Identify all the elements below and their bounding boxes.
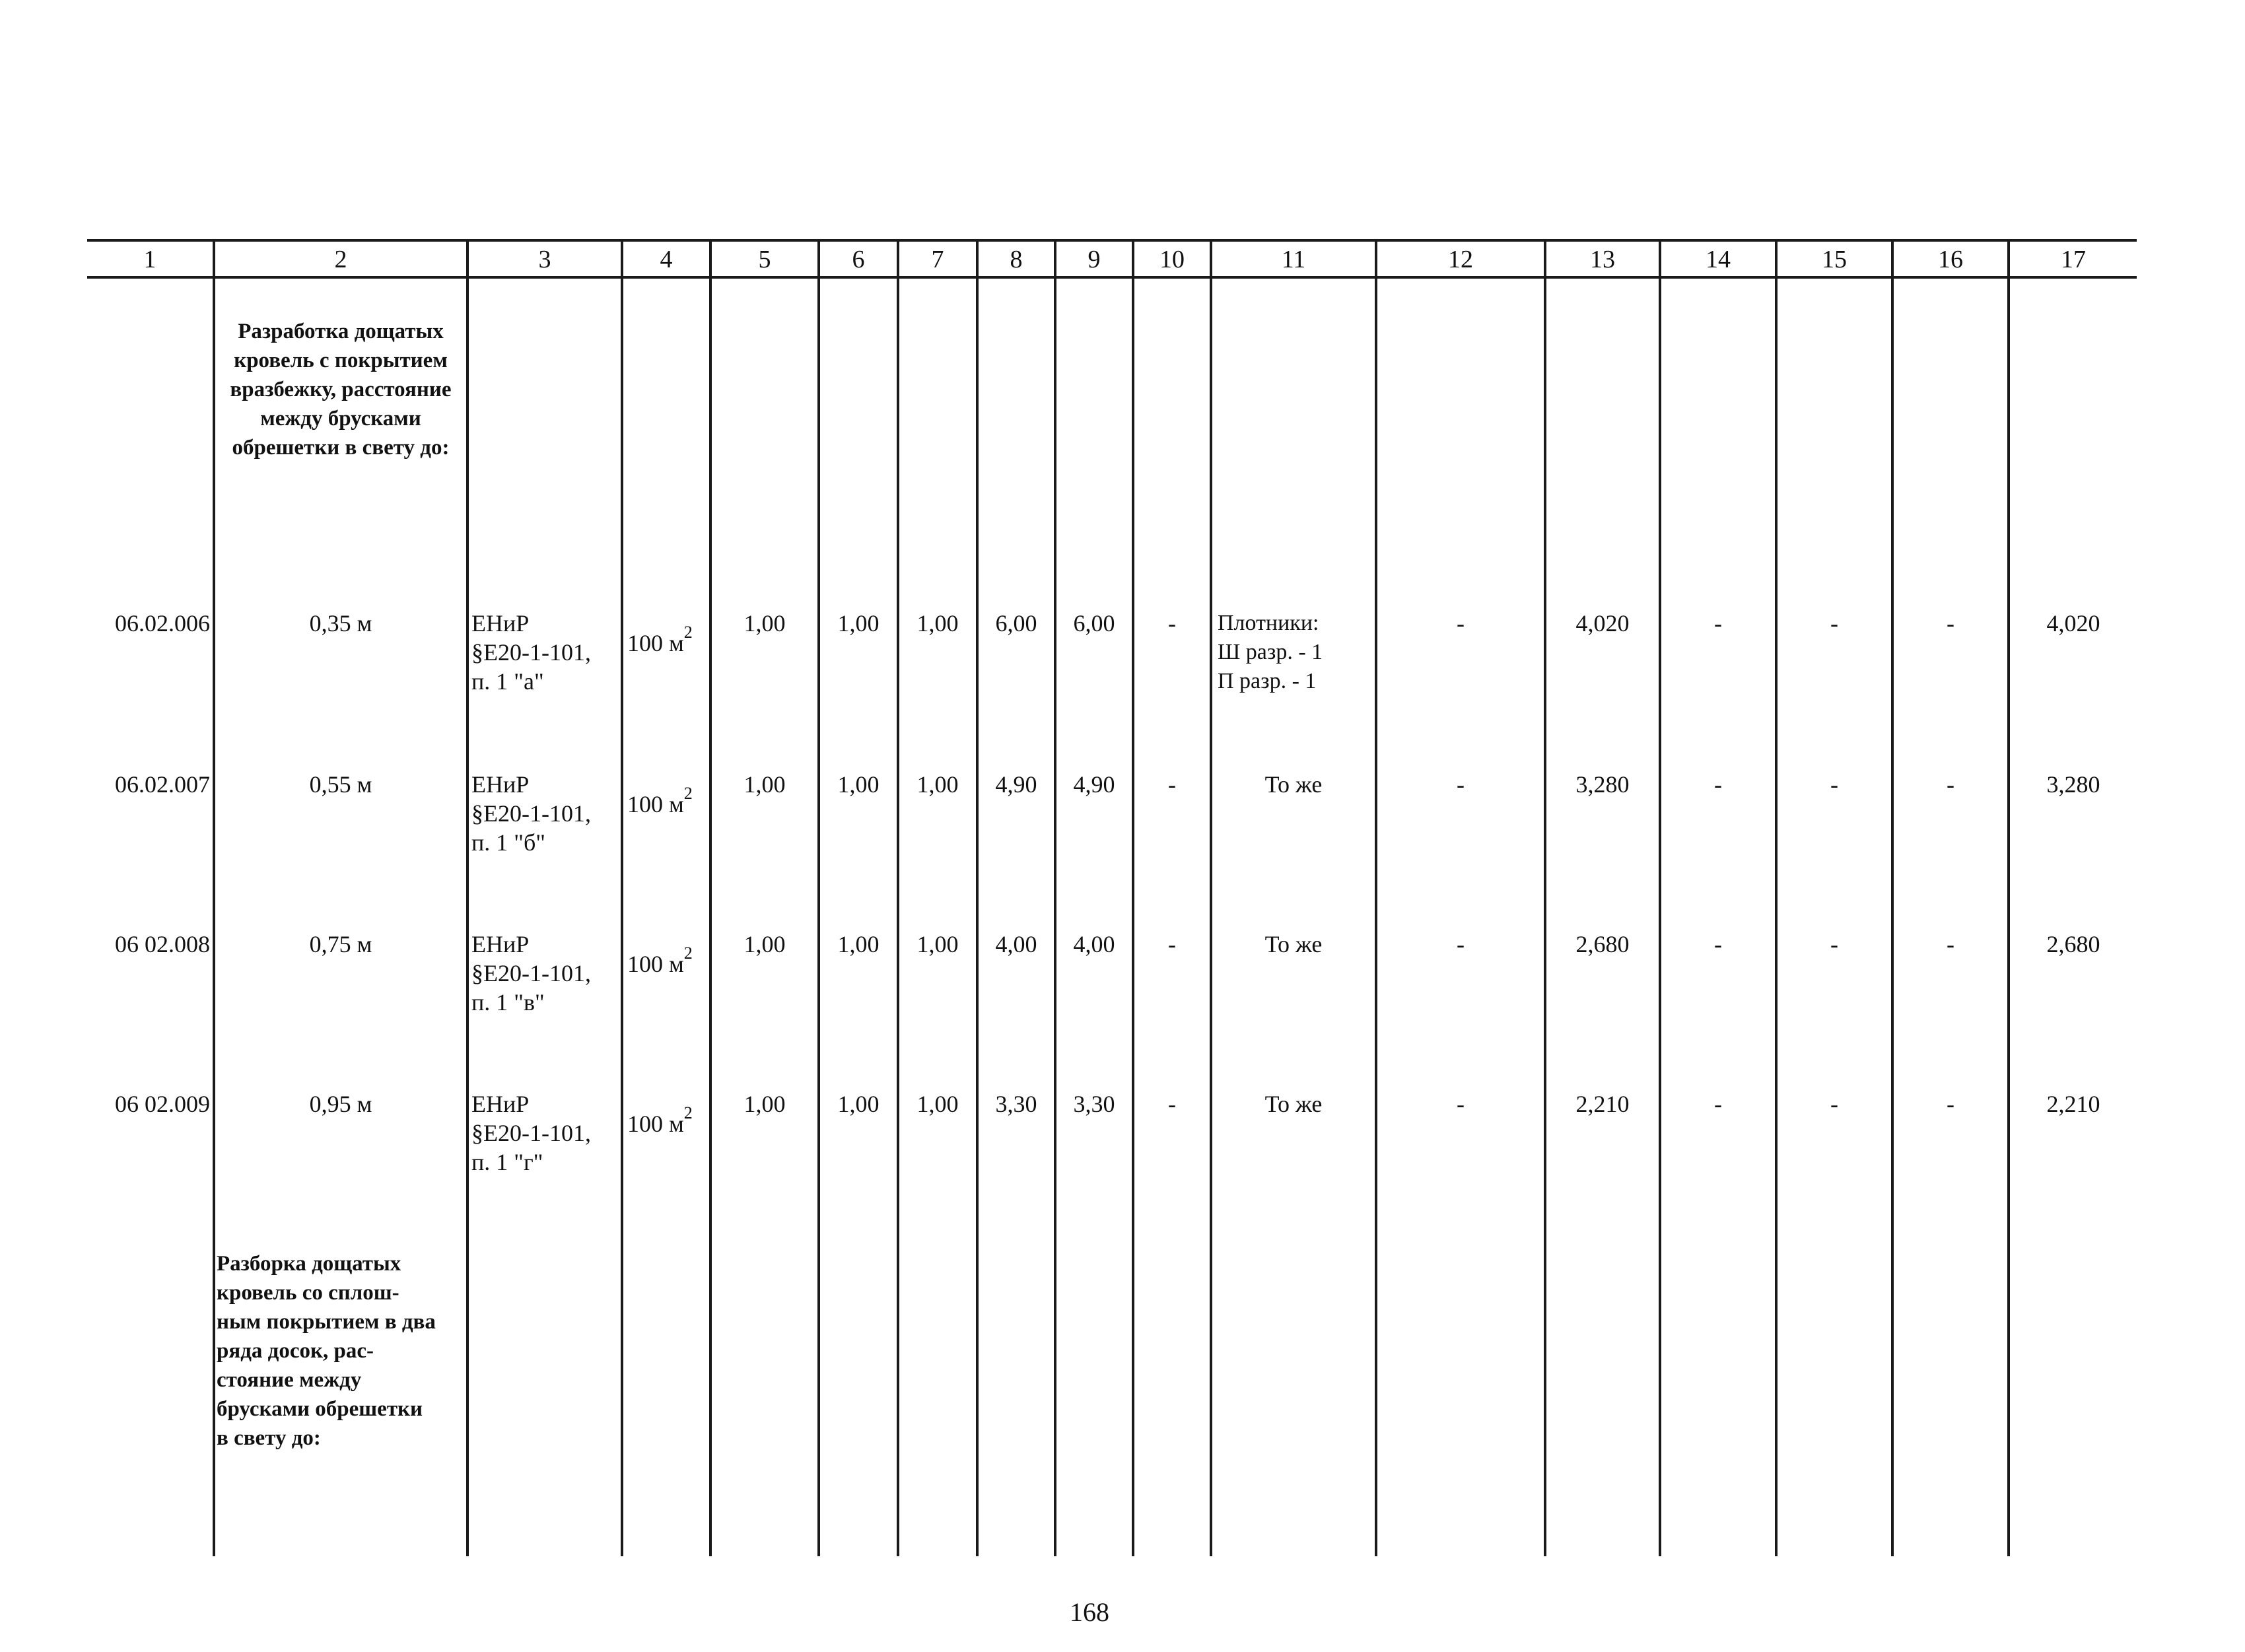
row-col10: - xyxy=(1168,1091,1176,1117)
row-col8: 3,30 xyxy=(995,1091,1037,1117)
row-size: 0,75 м xyxy=(309,931,372,957)
row-col7: 1,00 xyxy=(916,931,959,957)
col-sep-6 xyxy=(897,239,899,1556)
col-header-5: 5 xyxy=(758,246,771,273)
row-col14: - xyxy=(1714,1091,1722,1117)
row-reference: ЕНиР §Е20-1-101, п. 1 "в" xyxy=(471,931,591,1015)
row-col8: 4,00 xyxy=(995,931,1037,957)
row-col15: - xyxy=(1830,931,1838,957)
row-col5: 1,00 xyxy=(743,610,786,637)
row-col8: 4,90 xyxy=(995,771,1037,798)
row-col13: 3,280 xyxy=(1575,771,1630,798)
row-col16: - xyxy=(1947,1091,1954,1117)
row-col15: - xyxy=(1830,1091,1838,1117)
row-col17: 3,280 xyxy=(2046,771,2100,798)
col-sep-16 xyxy=(2007,239,2010,1556)
row-col10: - xyxy=(1168,931,1176,957)
col-header-16: 16 xyxy=(1938,246,1963,273)
row-reference: ЕНиР §Е20-1-101, п. 1 "б" xyxy=(471,771,591,856)
row-workers: То же xyxy=(1264,931,1323,957)
col-header-8: 8 xyxy=(1010,246,1023,273)
col-sep-12 xyxy=(1544,239,1546,1556)
row-col12: - xyxy=(1457,1091,1465,1117)
col-header-3: 3 xyxy=(538,246,551,273)
row-col14: - xyxy=(1714,771,1722,798)
row-code: 06 02.008 xyxy=(115,931,210,957)
row-col17: 4,020 xyxy=(2046,610,2100,637)
col-sep-10 xyxy=(1210,239,1212,1556)
col-header-12: 12 xyxy=(1448,246,1473,273)
row-col14: - xyxy=(1714,931,1722,957)
row-col10: - xyxy=(1168,610,1176,637)
row-col10: - xyxy=(1168,771,1176,798)
col-sep-8 xyxy=(1054,239,1056,1556)
row-col5: 1,00 xyxy=(743,1091,786,1117)
row-col12: - xyxy=(1457,931,1465,957)
row-col7: 1,00 xyxy=(916,771,959,798)
col-sep-9 xyxy=(1132,239,1134,1556)
row-col13: 2,680 xyxy=(1575,931,1630,957)
col-sep-14 xyxy=(1775,239,1778,1556)
row-col15: - xyxy=(1830,771,1838,798)
col-sep-13 xyxy=(1659,239,1661,1556)
col-sep-11 xyxy=(1375,239,1377,1556)
row-col17: 2,680 xyxy=(2046,931,2100,957)
col-header-17: 17 xyxy=(2061,246,2086,273)
row-col16: - xyxy=(1947,610,1954,637)
row-col8: 6,00 xyxy=(995,610,1037,637)
col-sep-3 xyxy=(621,239,623,1556)
col-sep-4 xyxy=(709,239,712,1556)
row-col12: - xyxy=(1457,771,1465,798)
col-sep-15 xyxy=(1891,239,1894,1556)
section-title-dismantling-sparse: Разработка дощатых кровель с покрытием вразбежку, расстояние между брусками обрешетки в свету до: xyxy=(230,320,452,460)
row-col6: 1,00 xyxy=(837,771,880,798)
col-sep-5 xyxy=(817,239,820,1556)
row-col13: 4,020 xyxy=(1575,610,1630,637)
col-header-2: 2 xyxy=(334,246,347,273)
row-col15: - xyxy=(1830,610,1838,637)
row-unit: 100 $м^2$ xyxy=(627,1103,693,1137)
row-col5: 1,00 xyxy=(743,771,786,798)
row-col5: 1,00 xyxy=(743,931,786,957)
row-reference: ЕНиР §Е20-1-101, п. 1 "а" xyxy=(471,610,591,695)
norms-table xyxy=(87,239,2137,1556)
col-header-7: 7 xyxy=(931,246,944,273)
row-workers: То же xyxy=(1264,771,1323,798)
row-col7: 1,00 xyxy=(916,1091,959,1117)
row-size: 0,95 м xyxy=(309,1091,372,1117)
row-col13: 2,210 xyxy=(1575,1091,1630,1117)
row-code: 06.02.006 xyxy=(115,610,210,637)
row-col9: 4,00 xyxy=(1073,931,1115,957)
row-col6: 1,00 xyxy=(837,931,880,957)
row-code: 06.02.007 xyxy=(115,771,210,798)
col-sep-7 xyxy=(976,239,979,1556)
row-code: 06 02.009 xyxy=(115,1091,210,1117)
col-header-10: 10 xyxy=(1159,246,1185,273)
col-sep-2 xyxy=(466,239,469,1556)
col-header-1: 1 xyxy=(143,246,156,273)
table-top-rule xyxy=(87,239,2137,242)
row-reference: ЕНиР §Е20-1-101, п. 1 "г" xyxy=(471,1091,591,1175)
row-unit: 100 $м^2$ xyxy=(627,784,693,817)
row-unit: 100 $м^2$ xyxy=(627,944,693,977)
col-header-9: 9 xyxy=(1088,246,1101,273)
row-col6: 1,00 xyxy=(837,1091,880,1117)
row-col9: 3,30 xyxy=(1073,1091,1115,1117)
col-header-15: 15 xyxy=(1822,246,1847,273)
row-col17: 2,210 xyxy=(2046,1091,2100,1117)
row-col16: - xyxy=(1947,931,1954,957)
row-col9: 6,00 xyxy=(1073,610,1115,637)
row-workers: Плотники: Ш разр. - 1 П разр. - 1 xyxy=(1218,611,1323,693)
row-col9: 4,90 xyxy=(1073,771,1115,798)
row-size: 0,55 м xyxy=(309,771,372,798)
row-col14: - xyxy=(1714,610,1722,637)
section-title-dismantling-solid: Разборка дощатых кровель со сплош- ным покрытием в два ряда досок, рас- стояние между брусками обрешетки в свету до: xyxy=(217,1252,436,1450)
row-col6: 1,00 xyxy=(837,610,880,637)
row-col7: 1,00 xyxy=(916,610,959,637)
page-number: 168 xyxy=(1070,1597,1109,1627)
col-header-4: 4 xyxy=(660,246,673,273)
col-header-14: 14 xyxy=(1706,246,1731,273)
row-size: 0,35 м xyxy=(309,610,372,637)
row-col12: - xyxy=(1457,610,1465,637)
col-sep-1-body xyxy=(213,279,215,1556)
row-unit: 100 $м^2$ xyxy=(627,623,693,656)
row-col16: - xyxy=(1947,771,1954,798)
row-workers: То же xyxy=(1264,1091,1323,1117)
col-header-11: 11 xyxy=(1281,246,1306,273)
col-header-6: 6 xyxy=(852,246,865,273)
header-bottom-rule xyxy=(87,276,2137,279)
col-header-13: 13 xyxy=(1590,246,1615,273)
